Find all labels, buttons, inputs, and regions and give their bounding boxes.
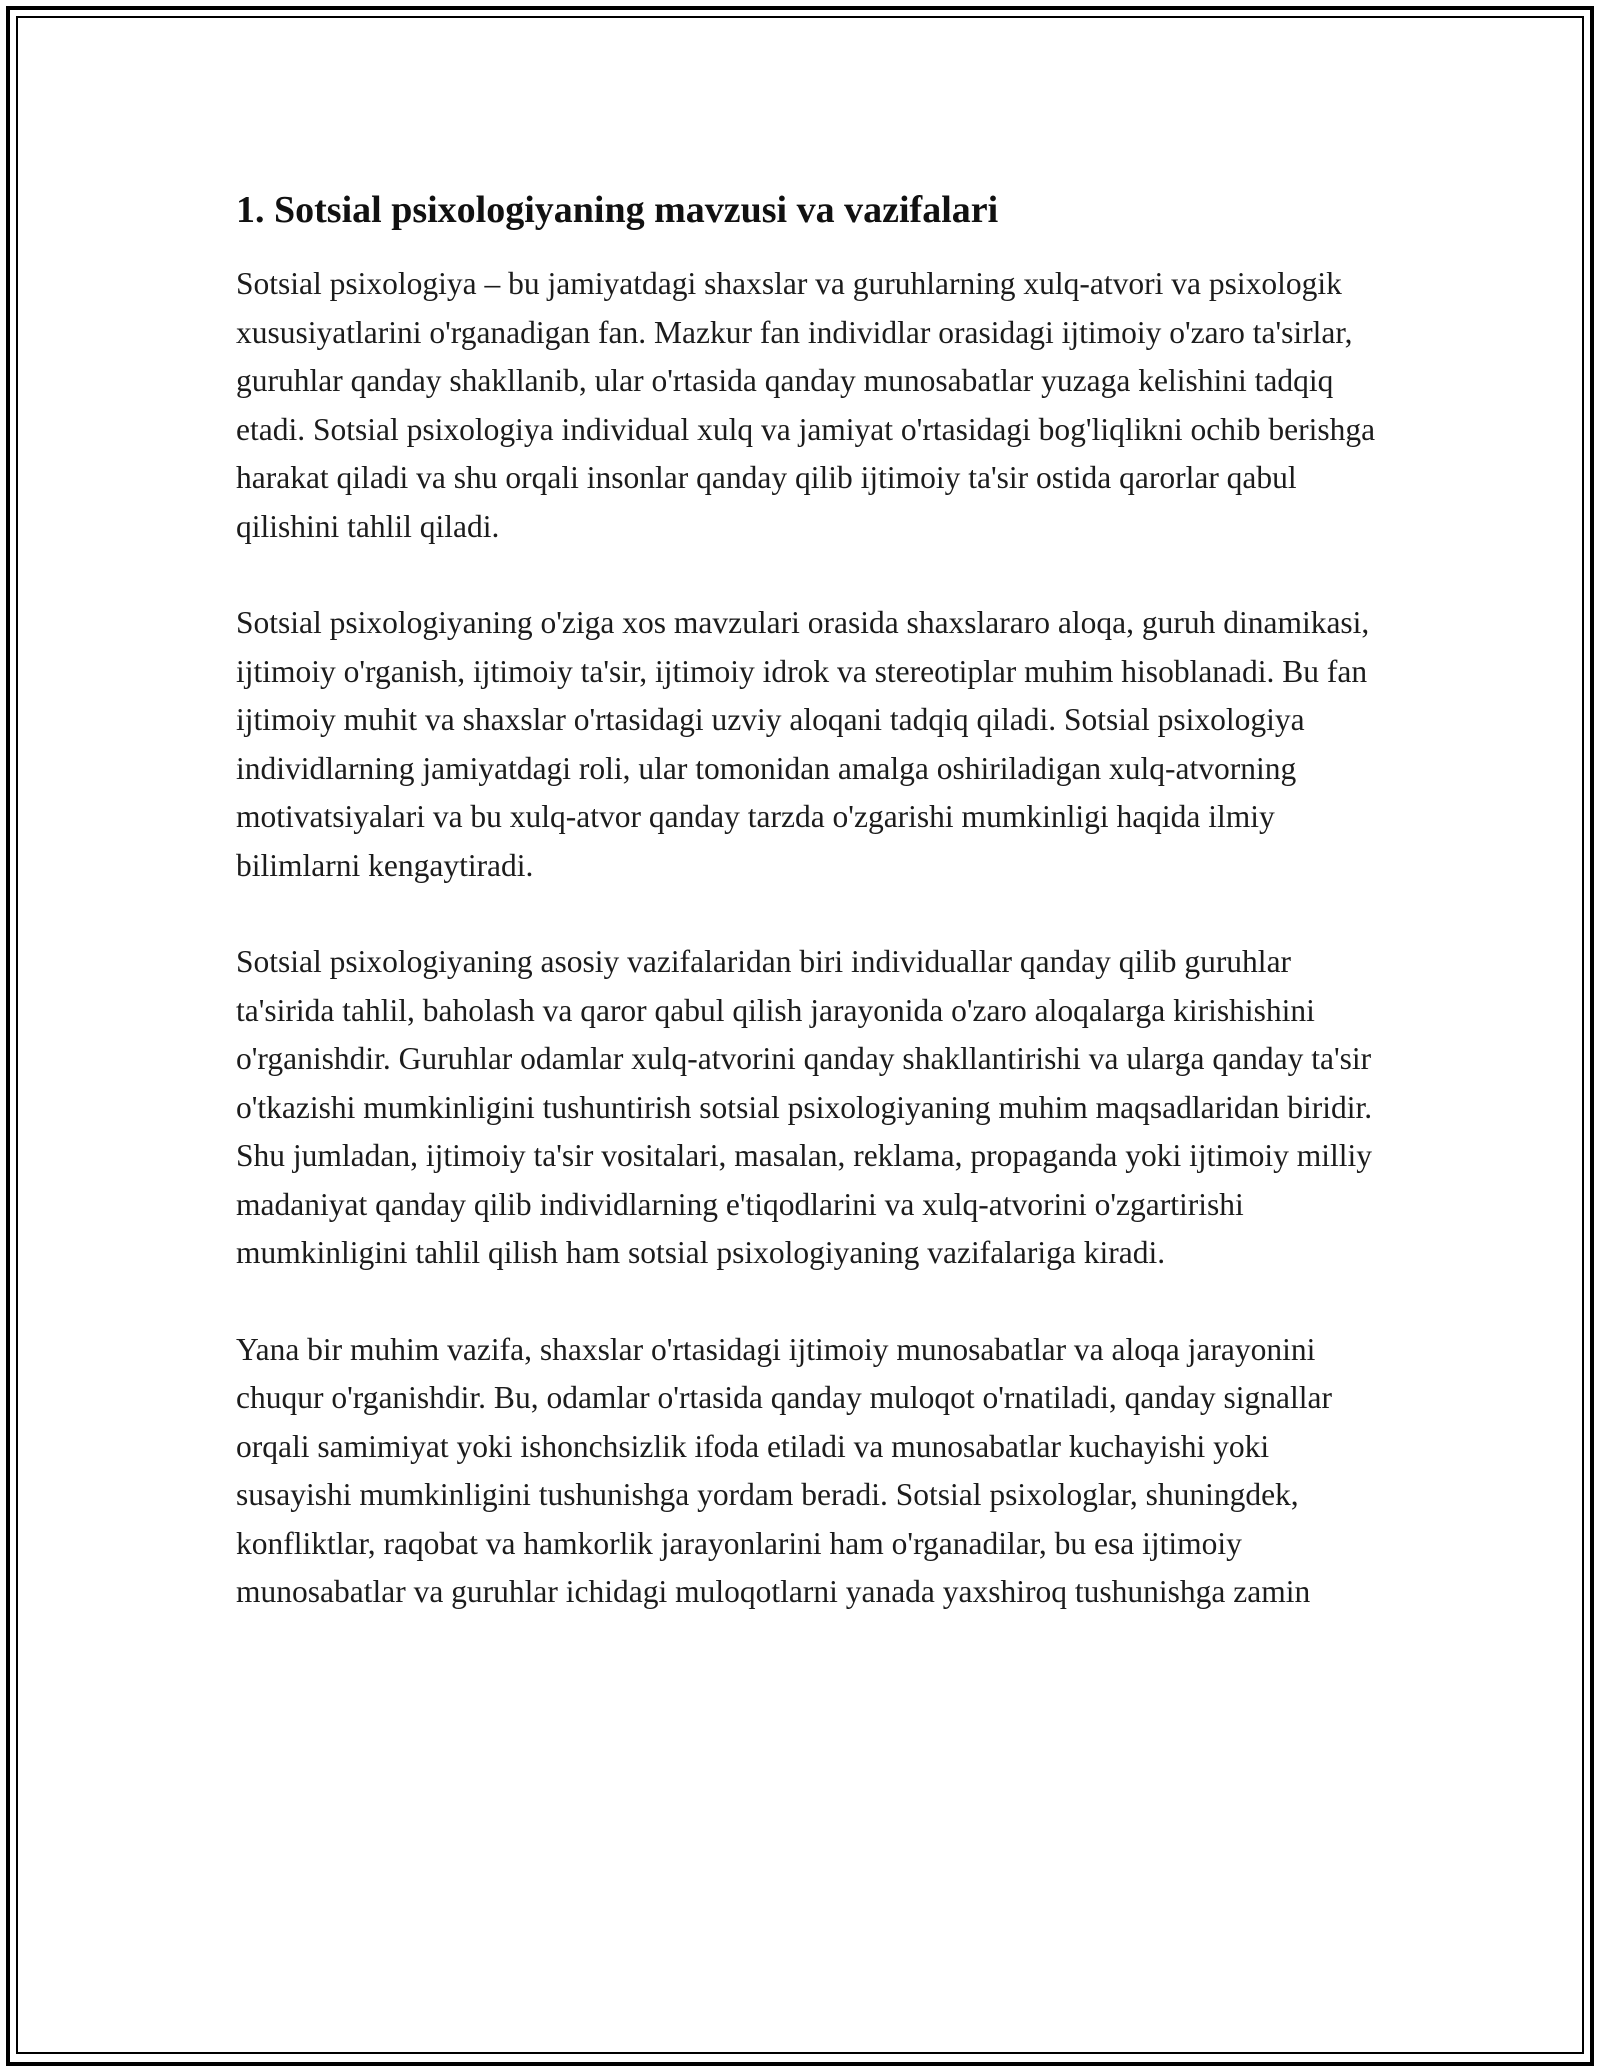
paragraph-3: Sotsial psixologiyaning asosiy vazifalaridan biri individuallar qanday qilib guruhlar ta'sirida tahlil, baholash va qaror qabul qilish jarayonida o'zaro aloqalarga kirishishini o'rganishdir. Guruhlar odamlar xulq-atvorini qanday shakllantirishi va ularga qanday ta'sir o'tkazishi mumkinligini tushuntirish sotsial psixologiyaning muhim maqsadlaridan biridir. Shu jumladan, ijtimoiy ta'sir vositalari, masalan, reklama, propaganda yoki ijtimoiy milliy madaniyat qanday qilib individlarning e'tiqodlarini va xulq-atvorini o'zgartirishi mumkinligini tahlil qilish ham sotsial psixologiyaning vazifalariga kiradi. xyxy=(236,944,1373,1270)
paragraph-4: Yana bir muhim vazifa, shaxslar o'rtasidagi ijtimoiy munosabatlar va aloqa jarayonini chuqur o'rganishdir. Bu, odamlar o'rtasida qanday muloqot o'rnatiladi, qanday signallar orqali samimiyat yoki ishonchsizlik ifoda etiladi va munosabatlar kuchayishi yoki susayishi mumkinligini tushunishga yordam beradi. Sotsial psixologlar, shuningdek, konfliktlar, raqobat va hamkorlik jarayonlarini ham o'rganadilar, bu esa ijtimoiy munosabatlar va guruhlar ichidagi muloqotlarni yanada yaxshiroq tushunishga zamin xyxy=(236,1331,1332,1609)
paragraph-1: Sotsial psixologiya – bu jamiyatdagi shaxslar va guruhlarning xulq-atvori va psixologik xususiyatlarini o'rganadigan fan. Mazkur fan individlar orasidagi ijtimoiy o'zaro ta'sirlar, guruhlar qanday shakllanib, ular o'rtasida qanday munosabatlar yuzaga kelishini tadqiq etadi. Sotsial psixologiya individual xulq va jamiyat o'rtasidagi bog'liqlikni ochib berishga harakat qiladi va shu orqali insonlar qanday qilib ijtimoiy ta'sir ostida qarorlar qabul qilishini tahlil qiladi. xyxy=(236,266,1376,544)
section-heading: 1. Sotsial psixologiyaning mavzusi va vazifalari xyxy=(236,189,999,231)
document-body xyxy=(236,186,1376,1617)
paragraph-2: Sotsial psixologiyaning o'ziga xos mavzulari orasida shaxslararo aloqa, guruh dinamikasi, ijtimoiy o'rganish, ijtimoiy ta'sir, ijtimoiy idrok va stereotiplar muhim hisoblanadi. Bu fan ijtimoiy muhit va shaxslar o'rtasidagi uzviy aloqani tadqiq qiladi. Sotsial psixologiya individlarning jamiyatdagi roli, ular tomonidan amalga oshiriladigan xulq-atvorning motivatsiyalari va bu xulq-atvor qanday tarzda o'zgarishi mumkinligi haqida ilmiy bilimlarni kengaytiradi. xyxy=(236,605,1370,883)
